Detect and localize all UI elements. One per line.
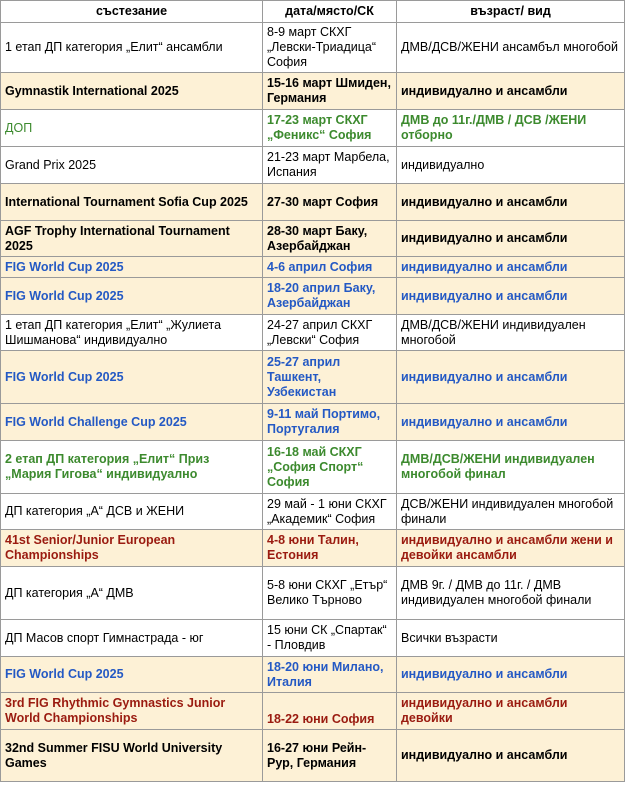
competition-cell: 1 етап ДП категория „Елит“ „Жулиета Шишманова“ индивидуално — [1, 315, 263, 351]
age-type-cell: ДМВ 9г. / ДМВ до 11г. / ДМВ индивидуален многобой финали — [397, 567, 625, 620]
age-type-cell: индивидуално и ансамбли — [397, 730, 625, 782]
table-row — [1, 110, 625, 147]
date-place-cell: 18-20 април Баку, Азербайджан — [263, 278, 397, 315]
header-age-type: възраст/ вид — [397, 1, 625, 23]
competition-cell: 41st Senior/Junior European Championships — [1, 530, 263, 567]
table-row — [1, 315, 625, 351]
competition-cell: ДП категория „А“ ДМВ — [1, 567, 263, 620]
age-type-cell: ДМВ/ДСВ/ЖЕНИ ансамбъл многобой — [397, 23, 625, 73]
competition-cell: FIG World Cup 2025 — [1, 351, 263, 404]
age-type-cell: индивидуално и ансамбли — [397, 404, 625, 441]
table-row — [1, 620, 625, 657]
date-place-cell: 15-16 март Шмиден, Германия — [263, 73, 397, 110]
date-place-cell: 16-27 юни Рейн-Рур, Германия — [263, 730, 397, 782]
competition-cell: 3rd FIG Rhythmic Gymnastics Junior World Championships — [1, 693, 263, 730]
date-place-cell: 29 май - 1 юни СКХГ „Академик“ София — [263, 494, 397, 530]
age-type-cell: Всички възрасти — [397, 620, 625, 657]
competition-cell: ДП категория „А“ ДСВ и ЖЕНИ — [1, 494, 263, 530]
age-type-cell: индивидуално — [397, 147, 625, 184]
competition-cell: Grand Prix 2025 — [1, 147, 263, 184]
date-place-cell: 9-11 май Портимо, Португалия — [263, 404, 397, 441]
date-place-cell: 16-18 май СКХГ „София Спорт“ София — [263, 441, 397, 494]
age-type-cell: индивидуално и ансамбли — [397, 73, 625, 110]
date-place-cell: 15 юни СК „Спартак“ - Пловдив — [263, 620, 397, 657]
date-place-cell: 21-23 март Марбела, Испания — [263, 147, 397, 184]
table-row — [1, 351, 625, 404]
competition-cell: FIG World Cup 2025 — [1, 278, 263, 315]
age-type-cell: индивидуално и ансамбли — [397, 278, 625, 315]
header-competition: състезание — [1, 1, 263, 23]
date-place-cell: 4-6 април София — [263, 257, 397, 278]
date-place-cell: 4-8 юни Талин, Естония — [263, 530, 397, 567]
date-place-cell: 8-9 март СКХГ „Левски-Триадица“ София — [263, 23, 397, 73]
table-row — [1, 278, 625, 315]
header-row — [1, 1, 625, 23]
header-date-place: дата/място/СК — [263, 1, 397, 23]
age-type-cell: индивидуално и ансамбли — [397, 657, 625, 693]
table-row — [1, 184, 625, 221]
age-type-cell: индивидуално и ансамбли жени и девойки ансамбли — [397, 530, 625, 567]
date-place-cell: 25-27 април Ташкент, Узбекистан — [263, 351, 397, 404]
table-row — [1, 73, 625, 110]
competition-cell: International Tournament Sofia Cup 2025 — [1, 184, 263, 221]
table-row — [1, 657, 625, 693]
age-type-cell: индивидуално и ансамбли — [397, 257, 625, 278]
table-row — [1, 730, 625, 782]
table-row — [1, 23, 625, 73]
date-place-cell: 24-27 април СКХГ „Левски“ София — [263, 315, 397, 351]
competition-cell: 1 етап ДП категория „Елит“ ансамбли — [1, 23, 263, 73]
competition-cell: 32nd Summer FISU World University Games — [1, 730, 263, 782]
competition-cell: FIG World Challenge Cup 2025 — [1, 404, 263, 441]
table-row — [1, 567, 625, 620]
table-row — [1, 147, 625, 184]
age-type-cell: ДМВ/ДСВ/ЖЕНИ индивидуален многобой финал — [397, 441, 625, 494]
date-place-cell: 18-20 юни Милано, Италия — [263, 657, 397, 693]
date-place-cell: 5-8 юни СКХГ „Етър“ Велико Търново — [263, 567, 397, 620]
table-row — [1, 530, 625, 567]
age-type-cell: индивидуално и ансамбли девойки — [397, 693, 625, 730]
competition-cell: AGF Trophy International Tournament 2025 — [1, 221, 263, 257]
age-type-cell: ДМВ/ДСВ/ЖЕНИ индивидуален многобой — [397, 315, 625, 351]
table-row — [1, 221, 625, 257]
table-row — [1, 494, 625, 530]
competition-cell: Gymnastik International 2025 — [1, 73, 263, 110]
competition-cell: ДП Масов спорт Гимнастрада - юг — [1, 620, 263, 657]
table-row — [1, 404, 625, 441]
competition-cell: ДОП — [1, 110, 263, 147]
date-place-cell: 18-22 юни София — [263, 693, 397, 730]
competition-cell: 2 етап ДП категория „Елит“ Приз „Мария Гигова“ индивидуално — [1, 441, 263, 494]
age-type-cell: индивидуално и ансамбли — [397, 184, 625, 221]
age-type-cell: ДСВ/ЖЕНИ индивидуален многобой финали — [397, 494, 625, 530]
date-place-cell: 17-23 март СКХГ „Феникс“ София — [263, 110, 397, 147]
age-type-cell: индивидуално и ансамбли — [397, 221, 625, 257]
table-row — [1, 257, 625, 278]
date-place-cell: 27-30 март София — [263, 184, 397, 221]
table-row — [1, 693, 625, 730]
competition-cell: FIG World Cup 2025 — [1, 657, 263, 693]
age-type-cell: индивидуално и ансамбли — [397, 351, 625, 404]
date-place-cell: 28-30 март Баку, Азербайджан — [263, 221, 397, 257]
competition-cell: FIG World Cup 2025 — [1, 257, 263, 278]
table-row — [1, 441, 625, 494]
age-type-cell: ДМВ до 11г./ДМВ / ДСВ /ЖЕНИ отборно — [397, 110, 625, 147]
